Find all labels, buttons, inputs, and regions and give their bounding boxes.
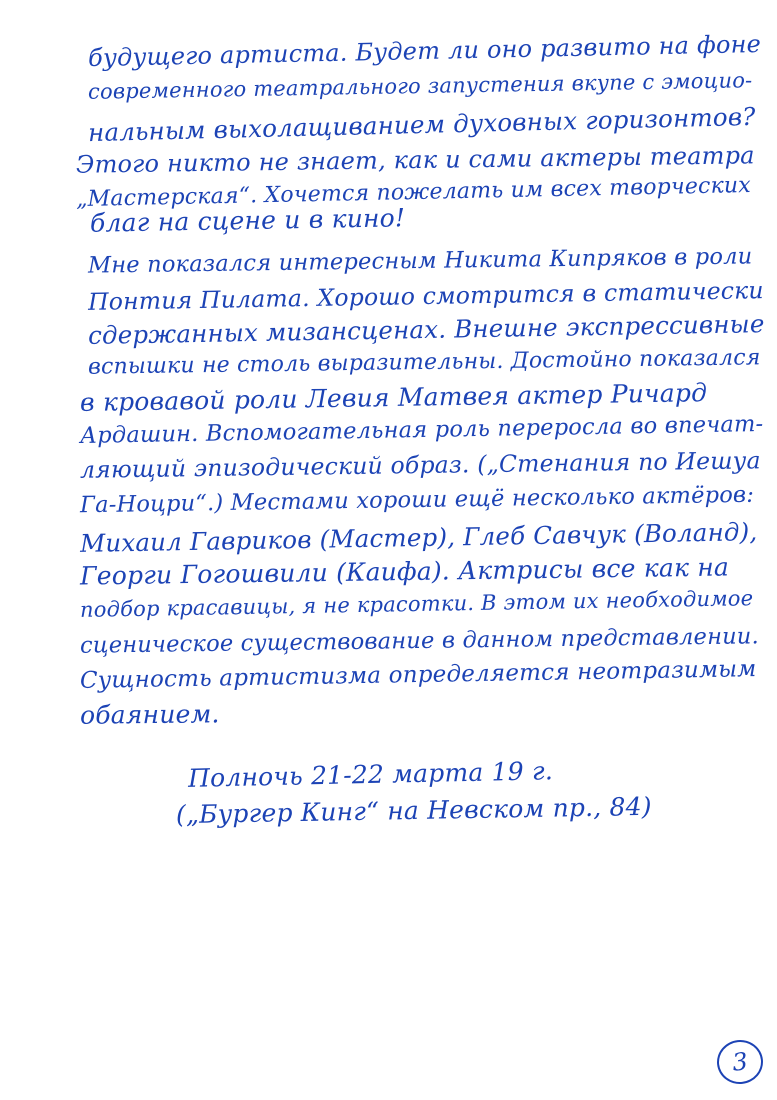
text-line: современного театрального запустения вкупе с эмоцио- xyxy=(87,68,753,104)
text-line: Ардашин. Вспомогательная роль перерослa во впечат- xyxy=(79,411,764,449)
text-line: благ на сцене и в кино! xyxy=(89,203,406,238)
text-line: вспышки не столь выразительны. Достойно показался xyxy=(87,345,761,380)
page-number-circle: 3 xyxy=(715,1038,765,1087)
text-line: Михаил Гавриков (Мастер), Глеб Савчук (Воланд), xyxy=(79,517,758,558)
text-line: ляющий эпизодический образ. („Стенания по Иешуа xyxy=(79,446,761,484)
text-line: Мне показался интересным Никита Кипряков в роли xyxy=(87,243,753,279)
text-line: обаянием. xyxy=(79,699,220,730)
signature-date: Полночь 21-22 марта 19 г. xyxy=(187,756,554,793)
text-line: подбор красавицы, я не красотки. В этом их необходимое xyxy=(79,586,754,622)
text-line: Га-Ноцри“.) Местами хороши ещё несколько актёров: xyxy=(79,481,755,519)
text-line: Сущность артистизма определяется неотразимым xyxy=(79,656,757,694)
text-line: сдержанных мизансценах. Внешне экспрессивные xyxy=(87,309,765,350)
text-line: в кровавой роли Левия Матвея актер Ричард xyxy=(79,378,708,417)
text-line: Георги Гогошвили (Каифа). Актрисы все как на xyxy=(79,552,730,591)
text-line: „Мастерская“. Хочется пожелать им всех творческих xyxy=(75,172,752,213)
text-line: Этого никто не знает, как и сами актеры театра xyxy=(75,141,755,179)
text-line: сценическое существование в данном представлении. xyxy=(79,623,760,659)
signature-place: („Бургер Кинг“ на Невском пр., 84) xyxy=(175,791,652,830)
text-line: нальным выхолащиванием духовных горизонтов? xyxy=(87,101,756,148)
text-line: будущего артиста. Будет ли оно развито на фоне xyxy=(87,29,762,73)
text-line: Понтия Пилата. Хорошо смотрится в статически xyxy=(87,276,764,316)
